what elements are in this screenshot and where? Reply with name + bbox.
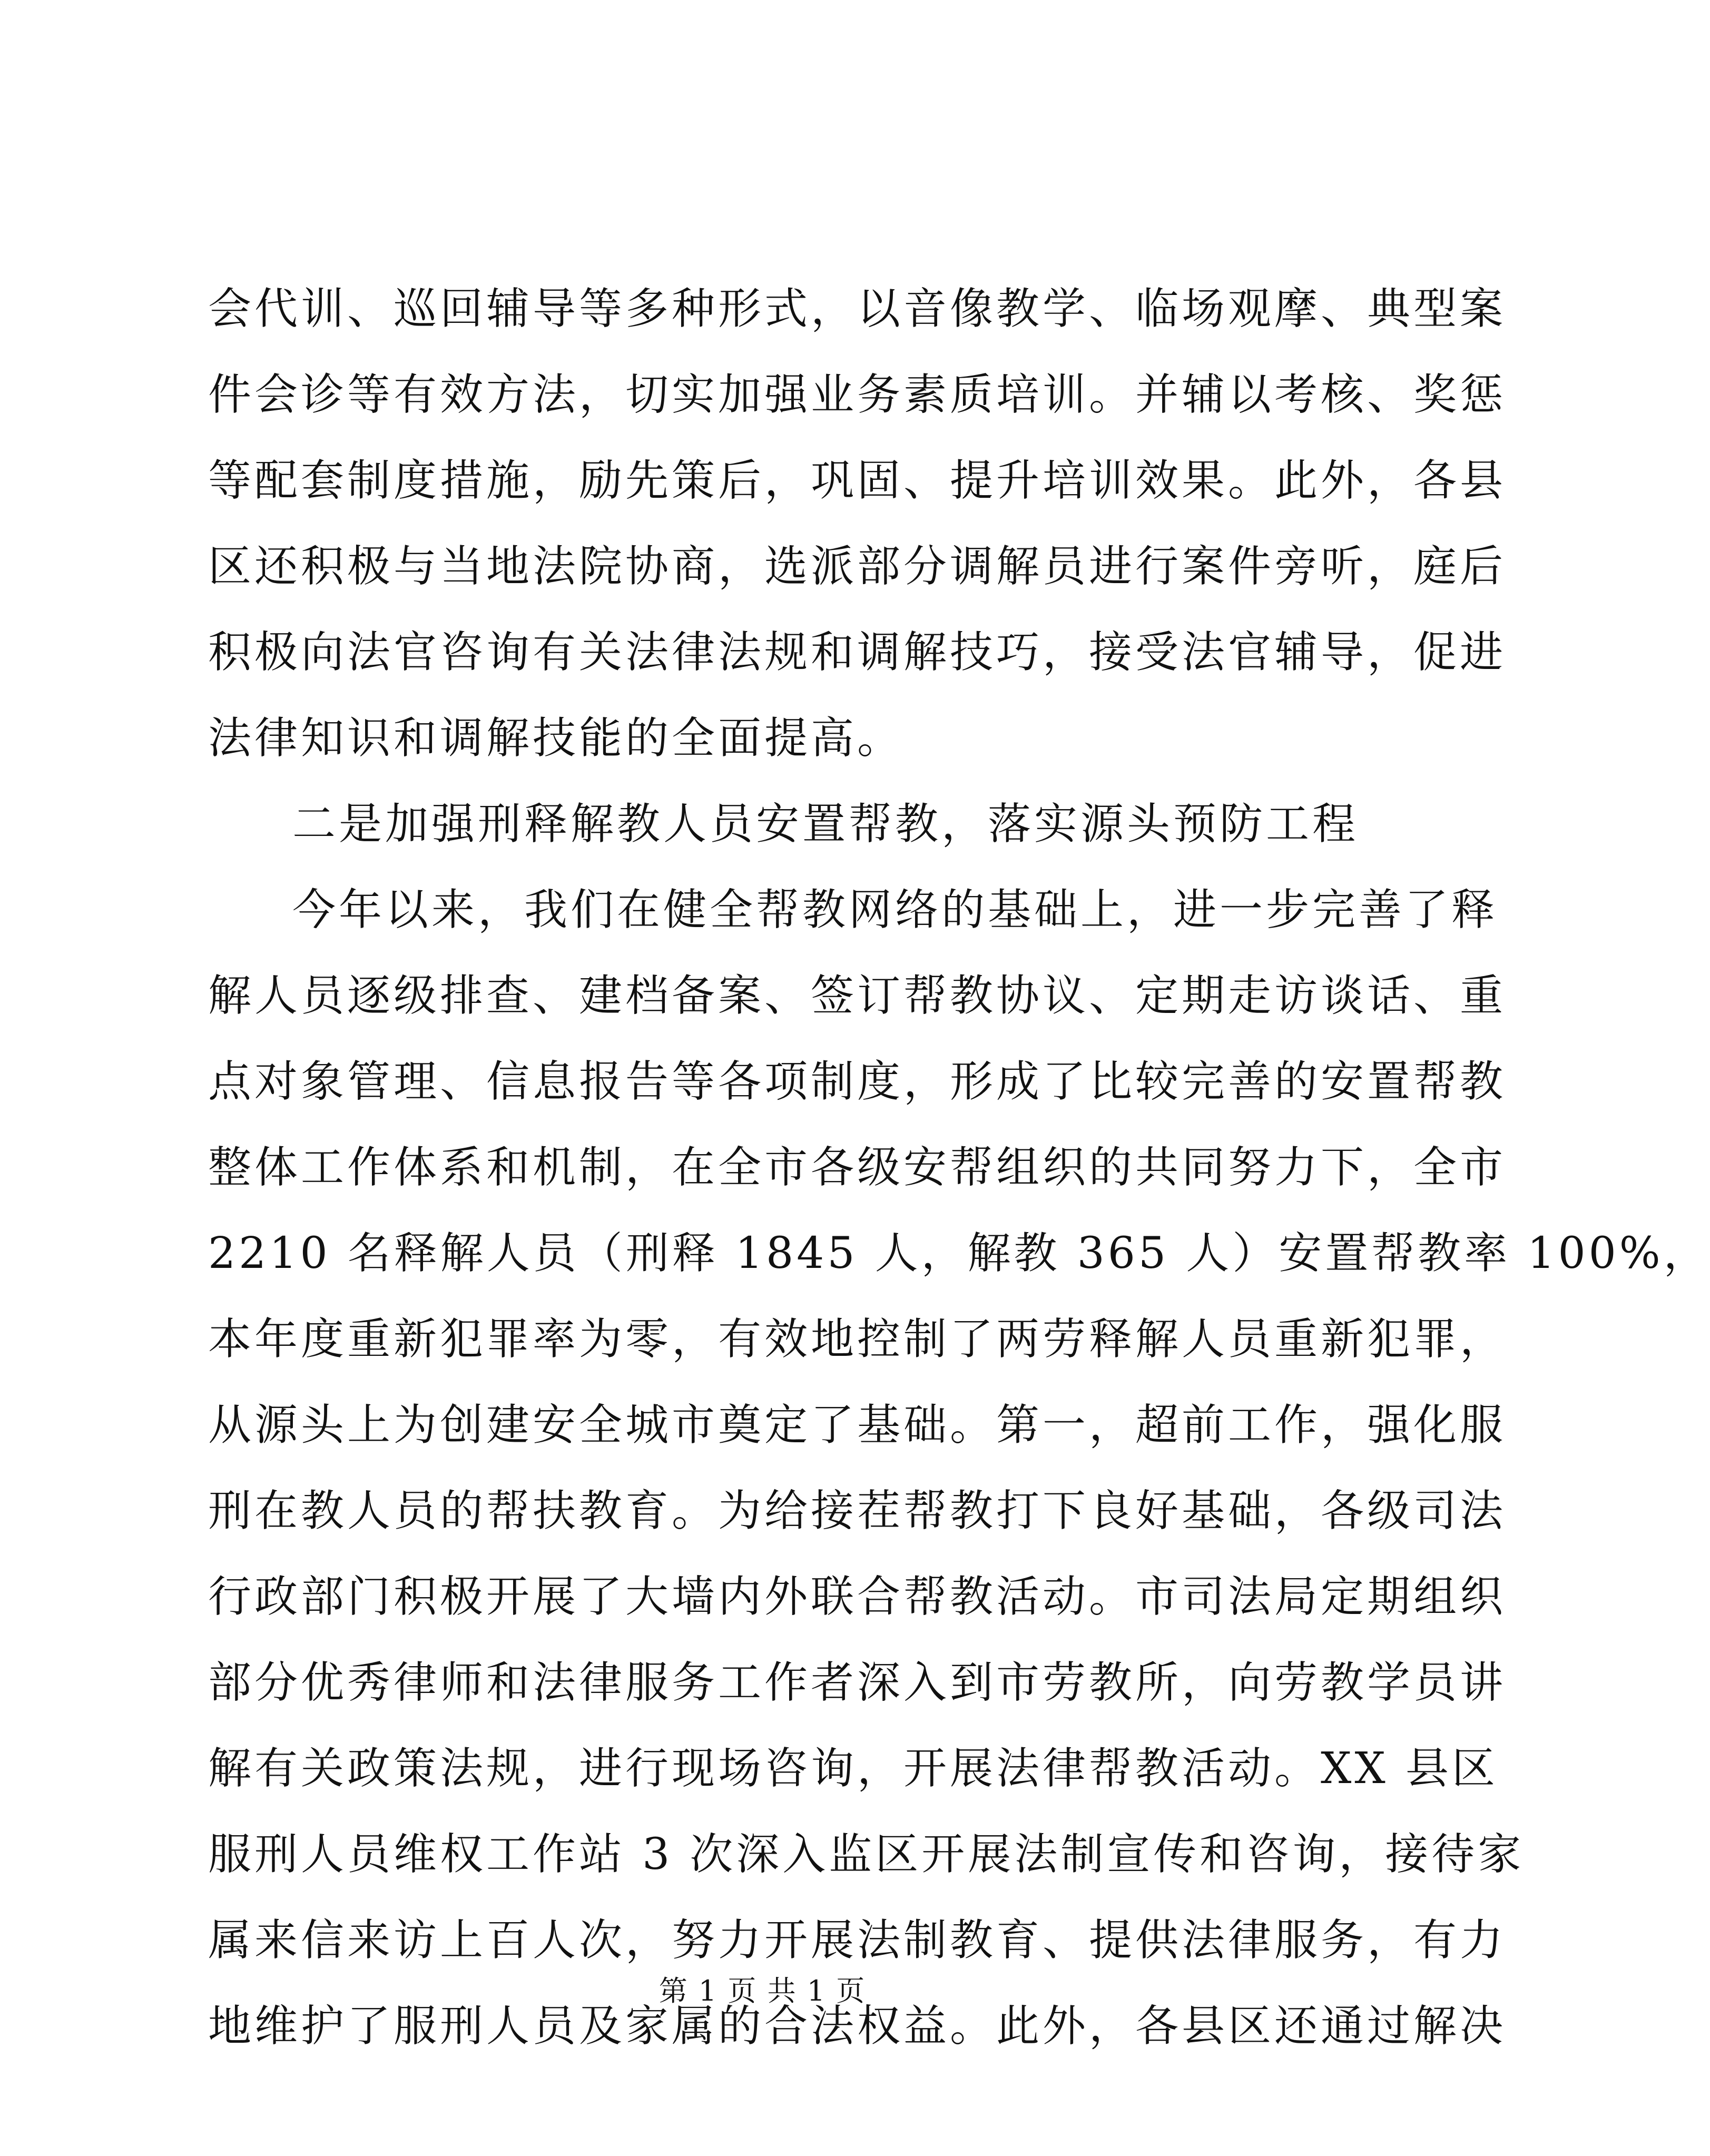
text-line: 解人员逐级排查、建档备案、签订帮教协议、定期走访谈话、重 bbox=[208, 971, 1507, 1021]
text-line: 本年度重新犯罪率为零，有效地控制了两劳释解人员重新犯罪， bbox=[208, 1314, 1507, 1364]
text-line: 区还积极与当地法院协商，选派部分调解员进行案件旁听，庭后 bbox=[208, 542, 1507, 592]
text-line: 属来信来访上百人次，努力开展法制教育、提供法律服务，有力 bbox=[208, 1915, 1507, 1965]
text-line: 地维护了服刑人员及家属的合法权益。此外，各县区还通过解决 bbox=[208, 2001, 1507, 2051]
text-line: 整体工作体系和机制，在全市各级安帮组织的共同努力下，全市 bbox=[208, 1143, 1507, 1193]
text-line: 解有关政策法规，进行现场咨询，开展法律帮教活动。XX 县区 bbox=[208, 1744, 1498, 1794]
body-text bbox=[208, 266, 1710, 2069]
page-footer: 第 1 页 共 1 页 bbox=[659, 1974, 866, 2007]
text-line: 点对象管理、信息报告等各项制度，形成了比较完善的安置帮教 bbox=[208, 1057, 1507, 1107]
text-line: 行政部门积极开展了大墙内外联合帮教活动。市司法局定期组织 bbox=[208, 1572, 1507, 1622]
text-line: 等配套制度措施，励先策后，巩固、提升培训效果。此外，各县 bbox=[208, 456, 1507, 506]
text-line: 刑在教人员的帮扶教育。为给接茬帮教打下良好基础，各级司法 bbox=[208, 1486, 1507, 1536]
text-line: 2210 名释解人员（刑释 1845 人，解教 365 人）安置帮教率 100%， bbox=[208, 1228, 1710, 1278]
text-line: 法律知识和调解技能的全面提高。 bbox=[208, 713, 904, 763]
text-line: 积极向法官咨询有关法律法规和调解技巧，接受法官辅导，促进 bbox=[208, 627, 1507, 677]
text-line: 今年以来，我们在健全帮教网络的基础上，进一步完善了释 bbox=[292, 885, 1498, 935]
text-line: 会代训、巡回辅导等多种形式，以音像教学、临场观摩、典型案 bbox=[208, 284, 1507, 334]
text-line: 件会诊等有效方法，切实加强业务素质培训。并辅以考核、奖惩 bbox=[208, 370, 1507, 420]
section-heading: 二是加强刑释解教人员安置帮教，落实源头预防工程 bbox=[292, 799, 1359, 849]
text-line: 部分优秀律师和法律服务工作者深入到市劳教所，向劳教学员讲 bbox=[208, 1658, 1507, 1708]
text-line: 从源头上为创建安全城市奠定了基础。第一，超前工作，强化服 bbox=[208, 1400, 1507, 1450]
text-line: 服刑人员维权工作站 3 次深入监区开展法制宣传和咨询，接待家 bbox=[208, 1829, 1525, 1879]
